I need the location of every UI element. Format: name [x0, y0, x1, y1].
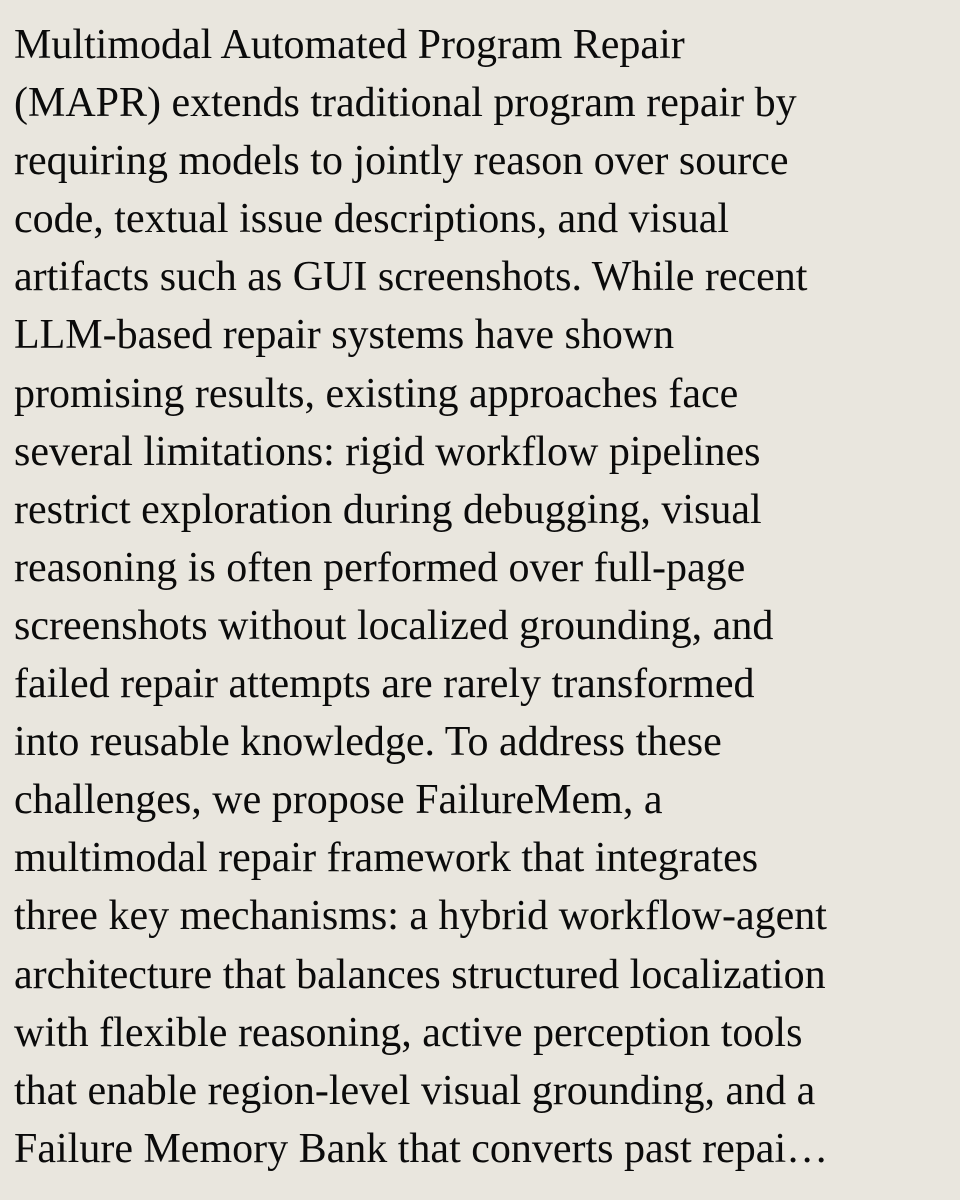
abstract-line: code, textual issue descriptions, and visual [14, 196, 730, 243]
abstract-line: Failure Memory Bank that converts past repai… [14, 1125, 829, 1172]
abstract-line: Multimodal Automated Program Repair [14, 22, 685, 68]
abstract-line: that enable region-level visual grounding, and a [14, 1067, 816, 1114]
abstract-line: failed repair attempts are rarely transformed [14, 661, 755, 708]
abstract-line: several limitations: rigid workflow pipelines [14, 428, 761, 475]
abstract-line: multimodal repair framework that integrates [14, 835, 759, 882]
abstract-line: (MAPR) extends traditional program repair by [14, 80, 797, 127]
abstract-line: into reusable knowledge. To address these [14, 719, 722, 766]
abstract-line: challenges, we propose FailureMem, a [14, 777, 663, 824]
abstract-text [14, 16, 960, 1178]
abstract-line: architecture that balances structured localization [14, 951, 826, 998]
abstract-line: restrict exploration during debugging, visual [14, 486, 762, 533]
abstract-line: three key mechanisms: a hybrid workflow-agent [14, 893, 827, 940]
abstract-line: LLM-based repair systems have shown [14, 312, 675, 359]
abstract-line: artifacts such as GUI screenshots. While recent [14, 254, 808, 301]
abstract-line: with flexible reasoning, active perception tools [14, 1009, 803, 1056]
abstract-line: requiring models to jointly reason over source [14, 138, 789, 185]
abstract-line: screenshots without localized grounding, and [14, 602, 774, 649]
abstract-line: reasoning is often performed over full-page [14, 544, 746, 591]
abstract-line: promising results, existing approaches face [14, 370, 739, 417]
